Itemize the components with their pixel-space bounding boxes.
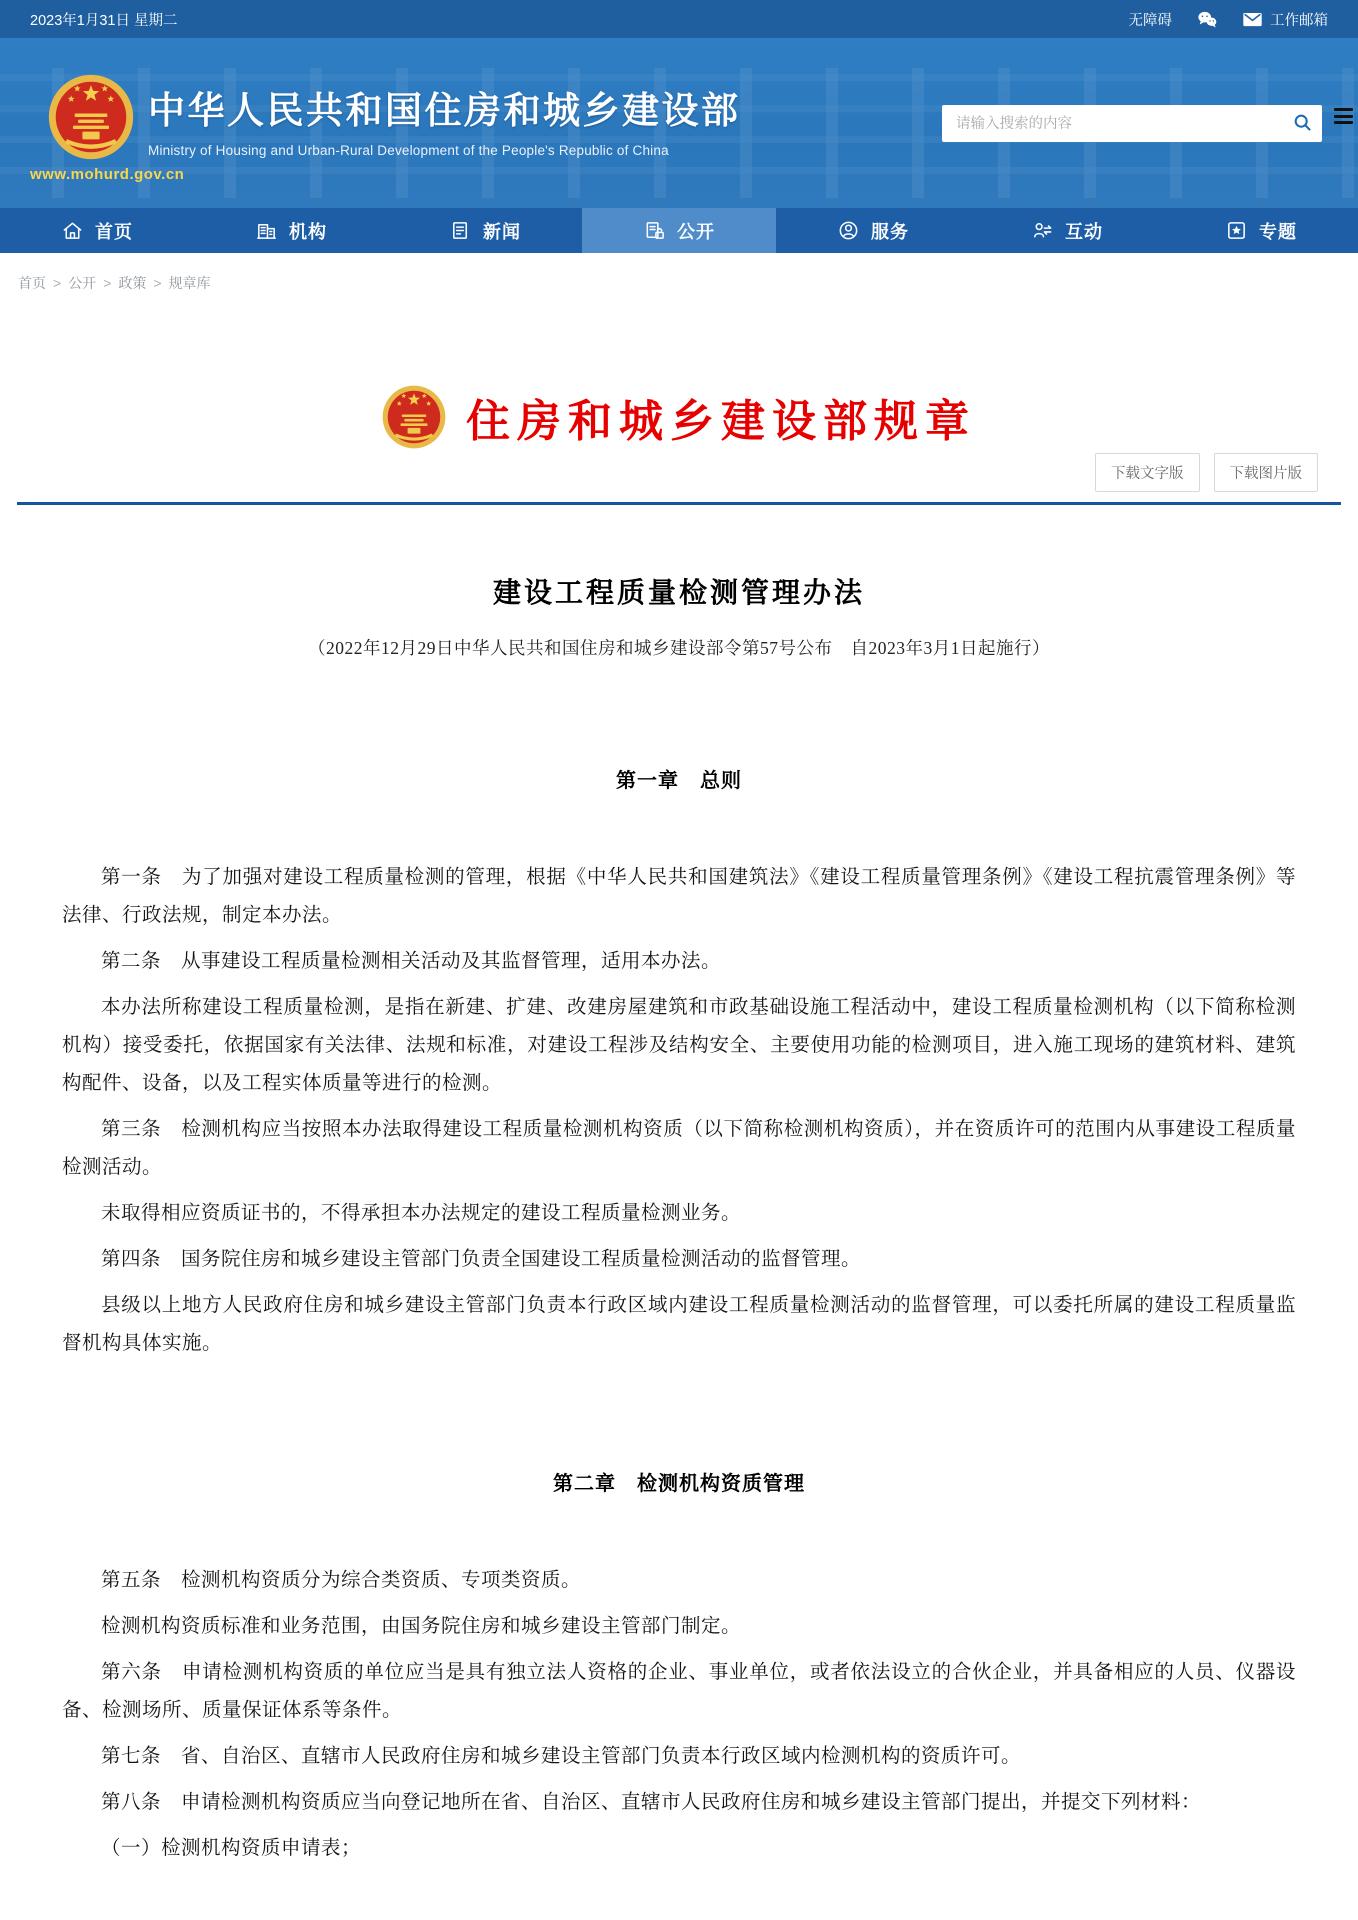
document-paragraph: 本办法所称建设工程质量检测，是指在新建、扩建、改建房屋建筑和市政基础设施工程活动中，建设工程质量检测机构（以下简称检测机构）接受委托，依据国家有关法律、法规和标准，对建设工程涉及结构安全、主要使用功能的检测项目，进入施工现场的建筑材料、建筑构配件、设备，以及工程实体质量等进行的检测。: [62, 997, 1296, 1094]
org-icon: [255, 219, 278, 242]
document-paragraph: 县级以上地方人民政府住房和城乡建设主管部门负责本行政区域内建设工程质量检测活动的监督管理，可以委托所属的建设工程质量监督机构具体实施。: [62, 1295, 1296, 1354]
breadcrumb-link[interactable]: 政策: [118, 275, 147, 291]
news-icon: [449, 219, 472, 242]
site-url: www.mohurd.gov.cn: [30, 166, 185, 183]
regulation-banner: [0, 385, 1358, 449]
breadcrumb-link[interactable]: 公开: [68, 275, 97, 291]
accessibility-label: 无障碍: [1128, 12, 1172, 29]
site-subtitle: Ministry of Housing and Urban-Rural Development of the People's Republic of China: [148, 143, 669, 158]
wechat-icon: [1196, 9, 1218, 29]
main-nav: [0, 208, 1358, 253]
nav-item-disclosure[interactable]: [582, 208, 776, 253]
section-divider: [17, 502, 1341, 505]
search-box: [942, 105, 1322, 142]
chapter-heading: 第一章 总则: [616, 770, 742, 792]
site-title: 中华人民共和国住房和城乡建设部: [148, 90, 741, 131]
topic-icon: [1225, 219, 1248, 242]
breadcrumb-link[interactable]: 规章库: [168, 275, 211, 291]
nav-item-label: 服务: [871, 221, 909, 242]
nav-item-label: 公开: [677, 221, 715, 242]
nav-item-label: 互动: [1065, 221, 1103, 242]
accessibility-link[interactable]: [1129, 9, 1173, 30]
document-issuance-line: （2022年12月29日中华人民共和国住房和城乡建设部令第57号公布 自2023年3月1日起施行）: [308, 638, 1050, 658]
home-icon: [61, 219, 84, 242]
search-icon: [1292, 112, 1313, 136]
interaction-icon: [1031, 219, 1054, 242]
document-paragraph: 第六条 申请检测机构资质的单位应当是具有独立法人资格的企业、事业单位，或者依法设立的合伙企业，并具备相应的人员、仪器设备、检测场所、质量保证体系等条件。: [62, 1662, 1296, 1721]
document-paragraph: 检测机构资质标准和业务范围，由国务院住房和城乡建设主管部门制定。: [101, 1616, 742, 1637]
nav-item-label: 专题: [1259, 221, 1297, 242]
topbar-date: 2023年1月31日 星期二: [30, 12, 178, 29]
disclosure-icon: [643, 219, 666, 242]
document-paragraph: 第三条 检测机构应当按照本办法取得建设工程质量检测机构资质（以下简称检测机构资质），并在资质许可的范围内从事建设工程质量检测活动。: [62, 1119, 1296, 1178]
search-button[interactable]: [1282, 105, 1322, 142]
nav-item-interaction[interactable]: [970, 208, 1164, 253]
nav-item-org[interactable]: [194, 208, 388, 253]
topbar: [0, 0, 1358, 38]
regulation-banner-title: 住房和城乡建设部规章: [466, 397, 976, 446]
breadcrumb: [0, 253, 1358, 301]
document-paragraph: 第四条 国务院住房和城乡建设主管部门负责全国建设工程质量检测活动的监督管理。: [101, 1249, 862, 1270]
nav-item-service[interactable]: [776, 208, 970, 253]
document-paragraph: 第二条 从事建设工程质量检测相关活动及其监督管理，适用本办法。: [101, 951, 722, 972]
nav-item-label: 机构: [289, 221, 327, 242]
download-image-button[interactable]: 下载图片版: [1214, 453, 1319, 492]
breadcrumb-separator: >: [153, 275, 162, 291]
document-paragraph: 第八条 申请检测机构资质应当向登记地所在省、自治区、直辖市人民政府住房和城乡建设主管部门提出，并提交下列材料：: [101, 1792, 1202, 1813]
document-paragraph: （一）检测机构资质申请表；: [101, 1838, 362, 1859]
nav-item-news[interactable]: [388, 208, 582, 253]
nav-item-label: 首页: [95, 221, 133, 242]
site-brand[interactable]: [48, 74, 741, 160]
mail-icon: [1242, 11, 1263, 28]
document-title: 建设工程质量检测管理办法: [492, 578, 865, 609]
mailbox-label: 工作邮箱: [1270, 12, 1328, 29]
nav-item-label: 新闻: [483, 221, 521, 242]
download-buttons: [0, 453, 1358, 492]
menu-icon[interactable]: [1334, 108, 1353, 128]
document-paragraph: 第七条 省、自治区、直辖市人民政府住房和城乡建设主管部门负责本行政区域内检测机构的资质许可。: [101, 1746, 1022, 1767]
mailbox-link[interactable]: [1242, 9, 1328, 30]
breadcrumb-separator: >: [53, 275, 62, 291]
document-paragraph: 第五条 检测机构资质分为综合类资质、专项类资质。: [101, 1570, 582, 1591]
document-body: [0, 571, 1358, 1916]
site-banner: [0, 38, 1358, 208]
breadcrumb-link[interactable]: 首页: [18, 275, 46, 291]
document-paragraph: 未取得相应资质证书的，不得承担本办法规定的建设工程质量检测业务。: [101, 1203, 742, 1224]
nav-item-topic[interactable]: [1164, 208, 1358, 253]
national-emblem-icon: [48, 74, 134, 160]
breadcrumb-separator: >: [103, 275, 112, 291]
service-icon: [837, 219, 860, 242]
nav-item-home[interactable]: [0, 208, 194, 253]
document-paragraph: 第一条 为了加强对建设工程质量检测的管理，根据《中华人民共和国建筑法》《建设工程质量管理条例》《建设工程抗震管理条例》等法律、行政法规，制定本办法。: [62, 867, 1296, 926]
download-text-button[interactable]: 下载文字版: [1095, 453, 1200, 492]
wechat-link[interactable]: [1196, 9, 1218, 29]
chapter-heading: 第二章 检测机构资质管理: [553, 1473, 805, 1495]
search-input[interactable]: [942, 105, 1282, 142]
regulation-emblem-icon: [382, 385, 446, 449]
